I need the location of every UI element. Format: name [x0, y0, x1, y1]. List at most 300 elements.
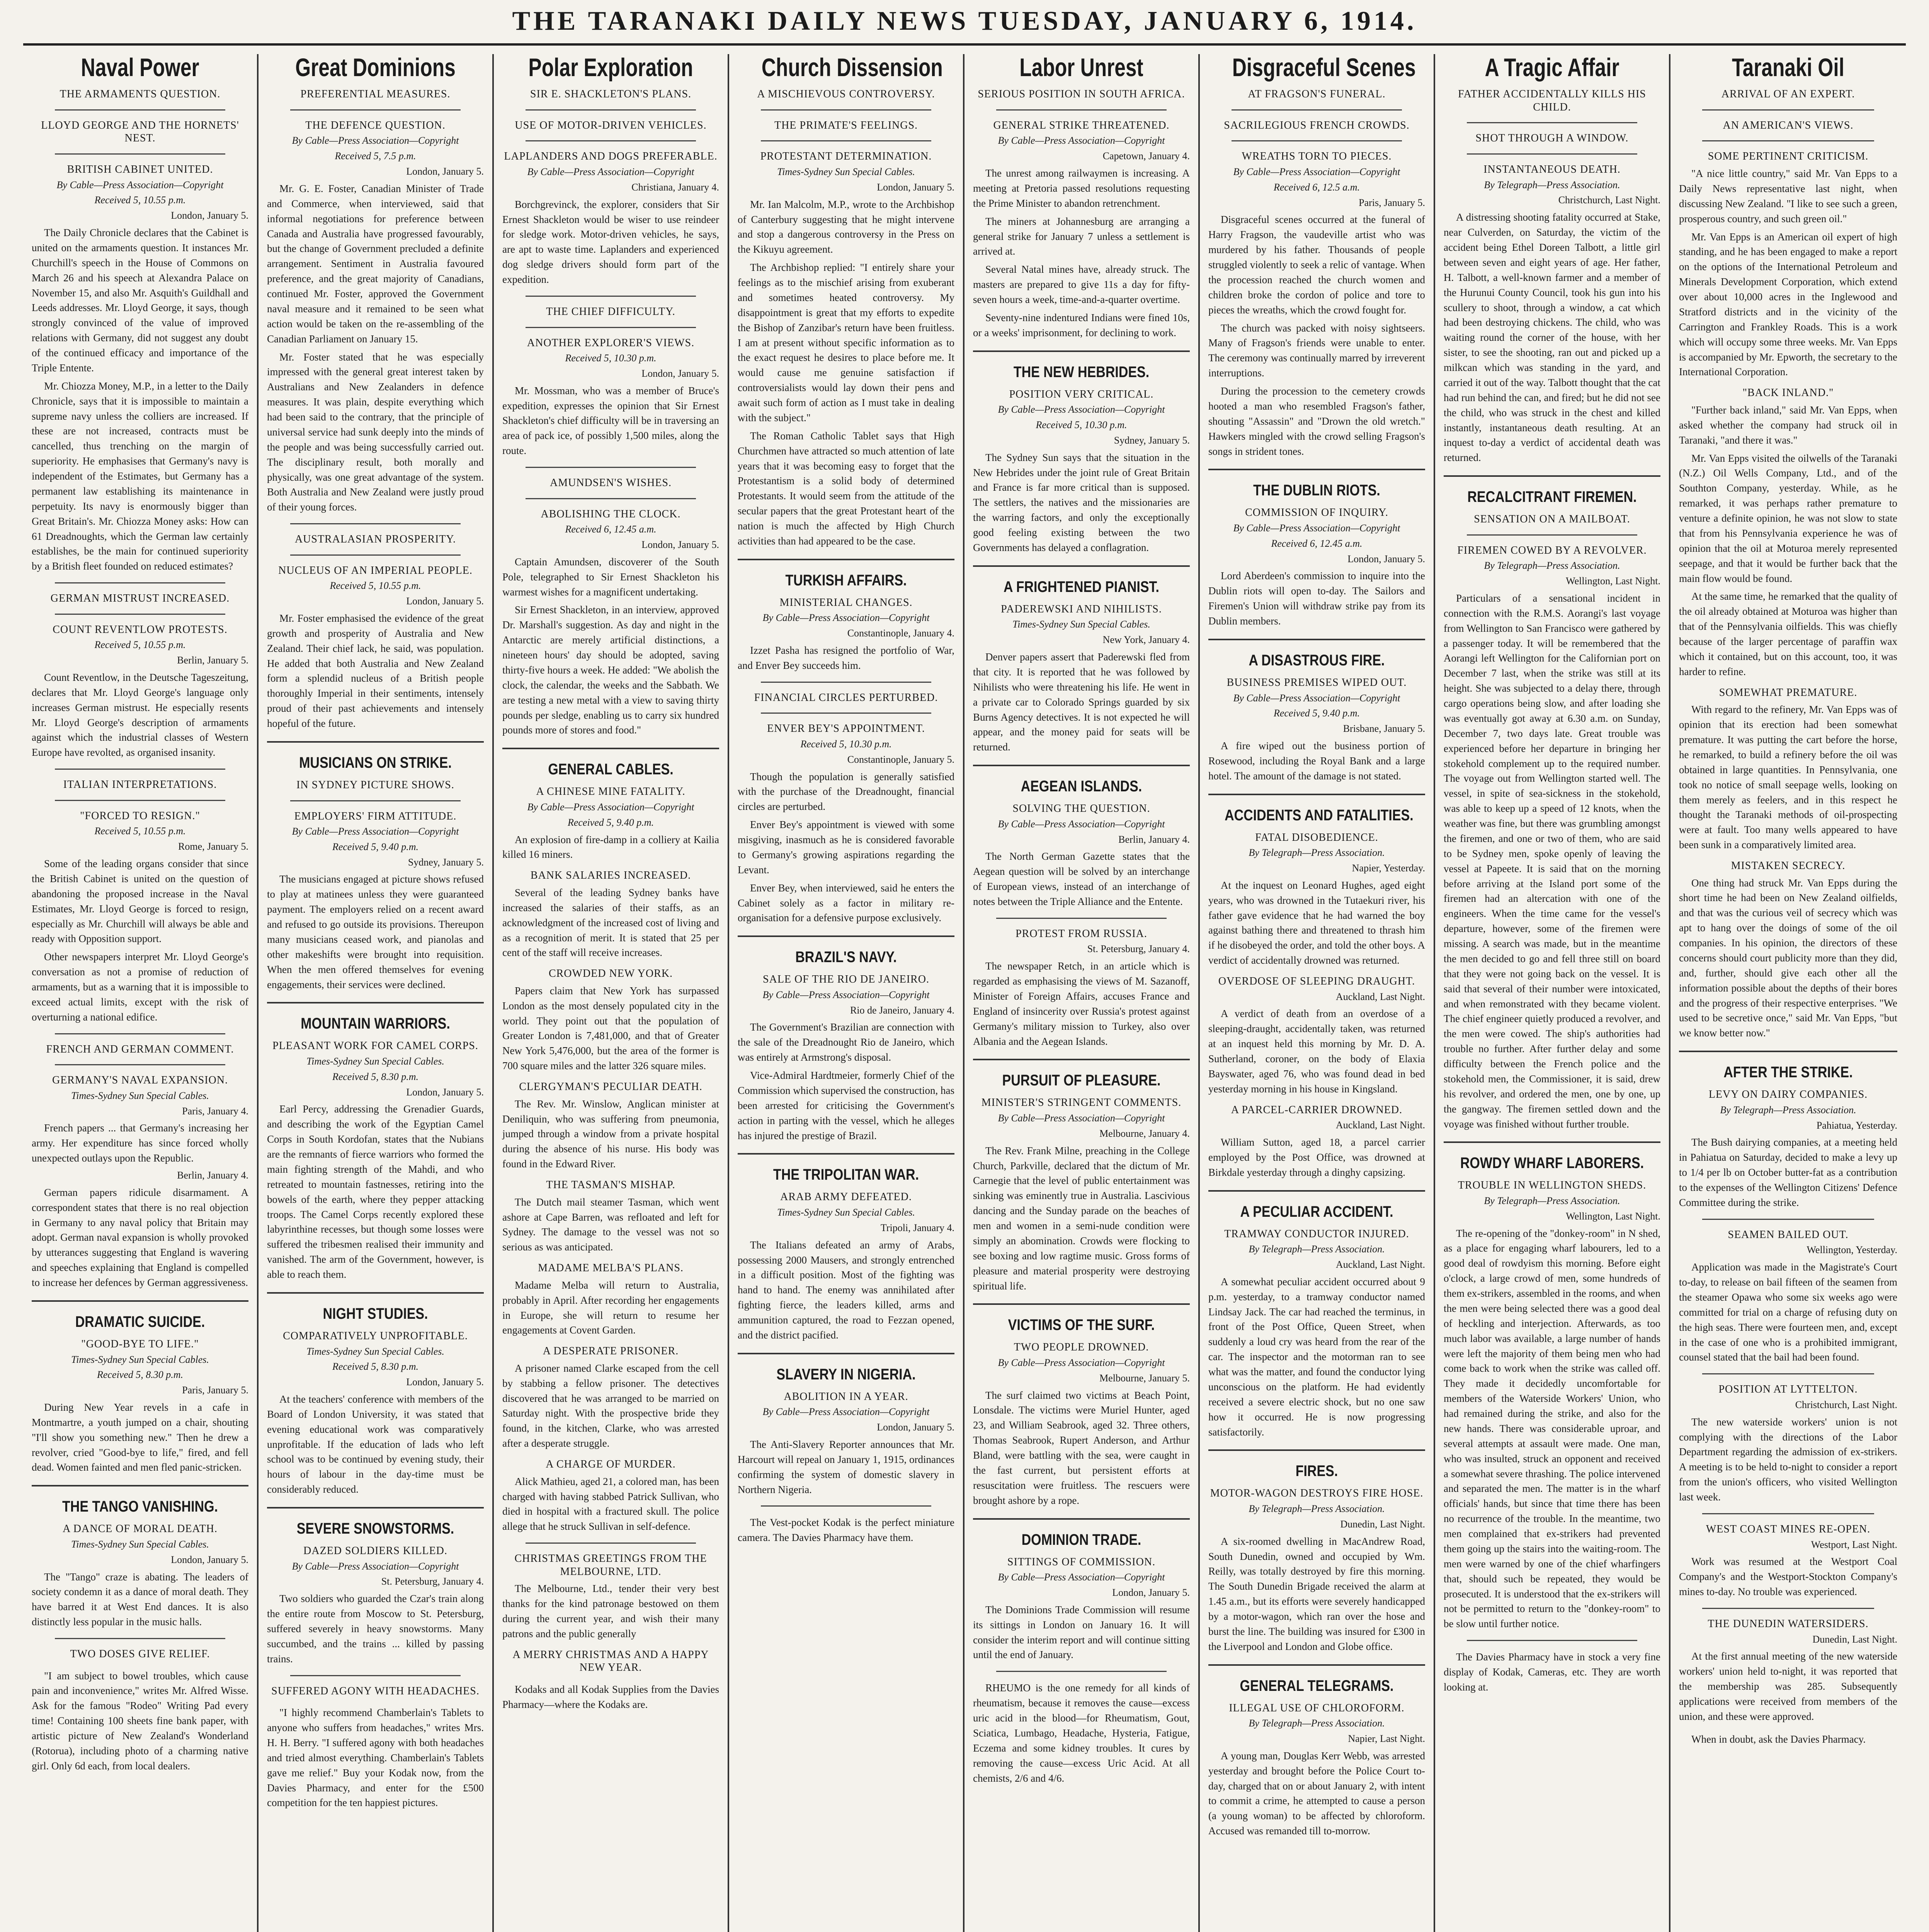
received-time: Received 5, 10.55 p.m.	[94, 639, 186, 651]
dateline: Brisbane, January 5.	[1343, 723, 1425, 735]
advertisement: The Davies Pharmacy have in stock a very fine display of Kodak, Cameras, etc. They are worth looking at.	[1444, 1651, 1660, 1693]
subheading: MADAME MELBA'S PLANS.	[538, 1262, 684, 1274]
article-paragraph: Application was made in the Magistrate's Court to-day, to release on bail fifteen of the seamen from the steamer Opawa who some six weeks ago were committed for trial on a charge of refusing duty on the high seas. There were fourteen men, and, except in the case of one who is a prohibited immigrant, counsel stated that the bail had been found.	[1679, 1261, 1897, 1363]
section-heading: THE DUBLIN RIOTS.	[1253, 482, 1380, 499]
dateline: Christchurch, Last Night.	[1558, 194, 1660, 206]
byline: By Telegraph—Press Association.	[1249, 1243, 1385, 1255]
dateline: London, January 5.	[171, 1554, 248, 1565]
section-heading: TURKISH AFFAIRS.	[785, 571, 907, 589]
subheading: MISTAKEN SECRECY.	[1731, 860, 1846, 872]
dateline: London, January 5.	[641, 539, 719, 551]
subheading: SOLVING THE QUESTION.	[1012, 803, 1150, 815]
article-paragraph: Count Reventlow, in the Deutsche Tageszeitung, declares that Mr. Lloyd George's language only increases German mistrust. He especially resents Mr. Lloyd George's description of armaments against which the industrial classes of Western Europe have revolted, as organised insanity.	[32, 671, 248, 759]
newspaper-title: THE TARANAKI DAILY NEWS TUESDAY, JANUARY 6, 1914.	[512, 6, 1417, 36]
divider	[1702, 1513, 1874, 1514]
received-time: Received 5, 9.40 p.m.	[1273, 707, 1360, 719]
article-paragraph: The unrest among railwaymen is increasing. A meeting at Pretoria passed resolutions requesting the Prime Minister to abandon retrenchment.	[973, 167, 1190, 209]
section-heading: THE TANGO VANISHING.	[62, 1498, 218, 1515]
section-heading: ACCIDENTS AND FATALITIES.	[1225, 806, 1414, 824]
column-taranaki-oil	[1670, 54, 1906, 1932]
advertisement: RHEUMO is the one remedy for all kinds of rheumatism, because it removes the cause—excess uric acid in the blood—for Rheumatism, Gout, Sciatica, Lumbago, Headache, Hysteria, Fatigue, Eczema and some kidney troubles. It cures by removing the cause—excess Uric Acid. At all chemists, 2/6 and 4/6.	[973, 1682, 1190, 1784]
advertisement: Kodaks and all Kodak Supplies from the Davies Pharmacy—where the Kodaks are.	[502, 1684, 719, 1710]
section-heading: VICTIMS OF THE SURF.	[1008, 1316, 1155, 1334]
subheading: MOTOR-WAGON DESTROYS FIRE HOSE.	[1210, 1487, 1424, 1500]
section-heading: NIGHT STUDIES.	[323, 1305, 428, 1322]
article-paragraph: Though the population is generally satisfied with the purchase of the Dreadnought, financial circles are perturbed.	[738, 770, 954, 813]
dateline: London, January 5.	[1112, 1587, 1190, 1598]
dateline: Auckland, Last Night.	[1335, 1119, 1425, 1131]
article-paragraph: The Roman Catholic Tablet says that High Churchmen have attracted so much attention of late years that it was becoming easy to forget that the Protestantism is a solid body of determined Protestants. It would seem from the attitude of the secular papers that the great Protestant heart of the nation is much the affected by High Church activities than had appeared to be the case.	[738, 430, 954, 547]
byline: By Cable—Press Association—Copyright	[1233, 166, 1400, 178]
headline: Church Dissension	[761, 54, 943, 82]
section-heading: A FRIGHTENED PIANIST.	[1003, 578, 1159, 595]
subheading: A CHARGE OF MURDER.	[546, 1458, 676, 1471]
article-paragraph: Madame Melba will return to Australia, probably in April. After recording her engagements in Europe, she will return to resume her engagements at Covent Garden.	[502, 1279, 719, 1336]
column-tragic-affair	[1435, 54, 1670, 1932]
subheading: USE OF MOTOR-DRIVEN VEHICLES.	[515, 119, 707, 131]
subheading: LEVY ON DAIRY COMPANIES.	[1708, 1088, 1868, 1101]
section-heading: A DISASTROUS FIRE.	[1249, 651, 1385, 669]
article-paragraph: A distressing shooting fatality occurred at Stake, near Culverden, on Saturday, the victim of the accident being Ethel Doreen Talbott, a little girl between seven and eight years of age. Her father, H. Talbott, a well-known farmer and a member of the Hurunui County Council, took his gun into his scullery to shoot, through a window, a cat which had been destroying chickens. The child, who was waiting round the corner of the house, with her sister, to see the shooting, ran out and picked up a milkcan which was standing in the yard, and carried it out of the way. Talbott thought that the cat had run behind the can, and fired; but he did not see the child, who was struck in the chest and killed instantly, instantaneous death resulting. At an inquest to-day a verdict of accidental death was returned.	[1444, 211, 1660, 464]
byline: By Telegraph—Press Association.	[1484, 560, 1620, 571]
subheading: A CHINESE MINE FATALITY.	[536, 786, 686, 798]
divider	[1467, 534, 1637, 536]
article-paragraph: The church was packed with noisy sightseers. Many of Fragson's friends were unable to enter. The ceremony was continually marred by irreverent interruptions.	[1208, 322, 1425, 379]
subheading: ANOTHER EXPLORER'S VIEWS.	[527, 337, 695, 349]
section-heading: DOMINION TRADE.	[1021, 1531, 1141, 1548]
article-paragraph: The Melbourne, Ltd., tender their very best thanks for the kind patronage bestowed on them during the current year, and wish their many patrons and the public generally	[502, 1583, 719, 1640]
byline: By Telegraph—Press Association.	[1720, 1104, 1856, 1116]
subheading: FATHER ACCIDENTALLY KILLS HIS CHILD.	[1458, 88, 1646, 113]
divider	[526, 1543, 696, 1544]
divider	[761, 1505, 931, 1507]
divider	[738, 935, 954, 937]
divider	[55, 1638, 225, 1639]
byline: By Cable—Press Association—Copyright	[762, 1406, 930, 1418]
divider	[267, 1292, 484, 1294]
subheading: BRITISH CABINET UNITED.	[67, 163, 213, 176]
dateline: Christchurch, Last Night.	[1795, 1399, 1897, 1410]
byline: By Cable—Press Association—Copyright	[998, 1357, 1165, 1368]
article-paragraph: During the procession to the cemetery crowds hooted a man who resembled Fragson's father, shouting "Assassin" and "Drown the old wretch." Hawkers mingled with the crowd selling Fragson's songs in strident tones.	[1208, 385, 1425, 457]
divider	[290, 554, 461, 556]
subheading: CLERGYMAN'S PECULIAR DEATH.	[519, 1081, 703, 1093]
dateline: Paris, January 4.	[182, 1105, 248, 1117]
byline: Times-Sydney Sun Special Cables.	[1012, 619, 1150, 630]
section-heading: FIRES.	[1295, 1463, 1338, 1480]
subheading: GERMANY'S NAVAL EXPANSION.	[52, 1074, 228, 1087]
divider	[973, 565, 1190, 567]
dateline: Melbourne, January 5.	[1099, 1372, 1190, 1384]
dateline: London, January 5.	[406, 1086, 484, 1098]
divider	[1208, 1664, 1425, 1666]
divider	[526, 327, 696, 328]
article-paragraph: The Bush dairying companies, at a meeting held in Pahiatua on Saturday, decided to make a levy up to 1/4 per lb on October butter-fat as a contribution to the expenses of the Wellington Citizens' Defence Committee during the strike.	[1679, 1136, 1897, 1208]
article-paragraph: Mr. Van Epps visited the oilwells of the Taranaki (N.Z.) Oil Wells Company, Ltd., and of the Southton Company, yesterday. While, as he remarked, it was perhaps rather premature to venture a definite opinion, he was not slow to state that from his Pennsylvania experience he was of opinion that the oil at Moturoa merely represented seepage, and that it would be further back that the main flow would be found.	[1679, 452, 1897, 584]
divider	[502, 748, 719, 749]
subheading: ARAB ARMY DEFEATED.	[780, 1191, 912, 1203]
byline: By Cable—Press Association—Copyright	[292, 826, 459, 837]
section-heading: SLAVERY IN NIGERIA.	[776, 1366, 916, 1383]
article-paragraph: The musicians engaged at picture shows refused to play at matinees unless they were guaranteed payment. The employers relied on a recent award and refused to go outside its provisions. Thereupon many musicians ceased work, and pianolas and other makeshifts were brought into requisition. When the men offered themselves for evening engagements, their services were declined.	[267, 873, 484, 990]
divider	[55, 1033, 225, 1034]
article-paragraph: The Italians defeated an army of Arabs, possessing 2000 Mausers, and strongly entrenched in a difficult position. Most of the fighting was hand to hand. The enemy was annihilated after fighting fierce, the leaders killed, arms and ammunition captured, the road to Fezzan opened, and the district pacified.	[738, 1239, 954, 1341]
byline: Times-Sydney Sun Special Cables.	[71, 1538, 209, 1550]
subheading: ABOLITION IN A YEAR.	[784, 1390, 908, 1403]
section-heading: GENERAL CABLES.	[548, 761, 674, 778]
subheading: CROWDED NEW YORK.	[548, 968, 673, 980]
subheading: "FORCED TO RESIGN."	[80, 810, 200, 822]
received-time: Received 5, 10.30 p.m.	[800, 738, 892, 750]
subheading: DAZED SOLDIERS KILLED.	[303, 1545, 447, 1557]
byline: By Telegraph—Press Association.	[1249, 1503, 1385, 1515]
article-paragraph: The North German Gazette states that the Aegean question will be solved by an interchange of European views, instead of an interchange of notes between the Triple Alliance and the Entente.	[973, 850, 1190, 907]
dateline: Napier, Last Night.	[1348, 1733, 1425, 1745]
divider	[267, 741, 484, 743]
article-paragraph: Enver Bey's appointment is viewed with some misgiving, inasmuch as he is considered favorable to Germany's growing aspirations regarding the Levant.	[738, 819, 954, 876]
received-time: Received 6, 12.45 a.m.	[1271, 537, 1363, 549]
divider	[1702, 1219, 1874, 1220]
byline: By Telegraph—Press Association.	[1484, 179, 1620, 190]
article-paragraph: Seventy-nine indentured Indians were fined 10s, or a weeks' imprisonment, for declining to work.	[973, 311, 1190, 338]
divider	[1467, 122, 1637, 123]
article-paragraph: The Rev. Frank Milne, preaching in the College Church, Parkville, declared that the dictum of Mr. Carnegie that the level of public entertainment was sinking was eminently true in Australia. Lascivious dancing and the Sunday parade on the beaches of men and women in a semi-nude condition were simply an abomination. Crowds were flocking to see boxing and low ragtime music. Gross forms of pleasure and material prosperity were destroying spiritual life.	[973, 1145, 1190, 1292]
subheading: OVERDOSE OF SLEEPING DRAUGHT.	[1218, 975, 1415, 987]
subheading: AT FRAGSON'S FUNERAL.	[1248, 88, 1386, 100]
dateline: London, January 5.	[1347, 553, 1425, 565]
subheading: A DANCE OF MORAL DEATH.	[63, 1523, 218, 1535]
subheading: PLEASANT WORK FOR CAMEL CORPS.	[272, 1040, 478, 1052]
divider	[1444, 1141, 1660, 1143]
article-paragraph: Lord Aberdeen's commission to inquire into the Dublin riots will open to-day. The Sailors and Firemen's Union will withdraw strike pay from its Dublin members.	[1208, 570, 1425, 627]
dateline: Berlin, January 4.	[177, 1170, 248, 1181]
byline: By Telegraph—Press Association.	[1484, 1195, 1620, 1207]
dateline: Westport, Last Night.	[1811, 1539, 1897, 1550]
advertisement: "I am subject to bowel troubles, which cause pain and inconvenience," writes Mr. Alfred Wisse. Ask for the famous "Rodeo" Writing Pad every time! Containing 100 sheets fine bank paper, with artistic picture of New Zealand's Wonderland (Rotorua), including photo of a charming native girl. Only 6d each, from local dealers.	[32, 1670, 248, 1772]
received-time: Received 5, 10.55 p.m.	[94, 194, 186, 206]
headline: Polar Exploration	[528, 54, 693, 82]
subheading: CHRISTMAS GREETINGS FROM THE MELBOURNE, LTD.	[514, 1553, 707, 1578]
subheading: FATAL DISOBEDIENCE.	[1255, 831, 1378, 844]
masthead	[0, 0, 1929, 43]
subheading: AMUNDSEN'S WISHES.	[549, 477, 672, 489]
received-time: Received 5, 8.30 p.m.	[332, 1361, 419, 1372]
received-time: Received 5, 10.55 p.m.	[330, 580, 421, 592]
dateline: London, January 5.	[877, 1422, 954, 1433]
byline: By Cable—Press Association—Copyright	[527, 801, 694, 813]
received-time: Received 6, 12.45 a.m.	[565, 524, 657, 535]
section-heading: MUSICIANS ON STRIKE.	[299, 754, 452, 771]
byline: By Telegraph—Press Association.	[1249, 847, 1385, 859]
headline: Disgraceful Scenes	[1232, 54, 1416, 82]
byline: By Cable—Press Association—Copyright	[998, 1112, 1165, 1124]
dateline: Rio de Janeiro, January 4.	[850, 1004, 954, 1016]
subheading: LAPLANDERS AND DOGS PREFERABLE.	[504, 150, 718, 163]
divider	[1208, 1449, 1425, 1451]
divider	[973, 1518, 1190, 1520]
divider	[996, 1671, 1167, 1672]
subheading: SALE OF THE RIO DE JANEIRO.	[763, 973, 929, 986]
received-time: Received 5, 10.30 p.m.	[565, 352, 657, 364]
dateline: Melbourne, January 4.	[1099, 1128, 1190, 1139]
byline: Times-Sydney Sun Special Cables.	[777, 166, 915, 178]
divider	[267, 1507, 484, 1509]
subheading: AUSTRALASIAN PROSPERITY.	[294, 533, 456, 546]
headline: Naval Power	[81, 54, 199, 82]
byline: By Cable—Press Association—Copyright	[998, 404, 1165, 415]
article-paragraph: The Archbishop replied: "I entirely share your feelings as to the mischief arising from exuberant and sometimes heated controversy. My disappointment is great that my efforts to expedite the Bishop of Zanzibar's return have been fruitless. I am at present without specific information as to the exact request he desires to place before me. It would cause me genuine satisfaction if controversialists would lay down their pens and await such form of action as I must take in dealing with the subject."	[738, 262, 954, 423]
divider	[1208, 1190, 1425, 1192]
divider	[1702, 109, 1874, 111]
subheading: SITTINGS OF COMMISSION.	[1007, 1556, 1156, 1568]
section-heading: AEGEAN ISLANDS.	[1021, 778, 1142, 795]
article-paragraph: At the teachers' conference with members of the Board of London University, it was stated that evening educational work was comparatively unprofitable. If the education of lads who left school was to be continued by evening study, their hours of labour in the day-time must be considerably reduced.	[267, 1393, 484, 1495]
dateline: Dunedin, Last Night.	[1812, 1633, 1897, 1645]
article-paragraph: One thing had struck Mr. Van Epps during the short time he had been on New Zealand oilfields, and that was the curious veil of secrecy which was apt to hang over the doings of some of the oil companies. In his opinion, the directors of these concerns should court publicity more than they did, and, further, should give each other all the information possible about the depths of their bores and the progress of their respective enterprises. "We used to be secretive once," said Mr. Van Epps, "but we know better now."	[1679, 877, 1897, 1039]
article-paragraph: Mr. Van Epps is an American oil expert of high standing, and he has been engaged to make a report on the options of the International Petroleum and Minerals Development Corporation, which extend over about 10,000 acres in the Inglewood and Stratford districts and in the vicinity of the Carrington and Frankley Roads. This is a work which will occupy some three weeks. Mr. Van Epps is accompanied by Mr. Epworth, the secretary to the International Corporation.	[1679, 231, 1897, 378]
article-paragraph: German papers ridicule disarmament. A correspondent states that there is no real objection in Germany to any naval policy that Britain may adopt. German naval expansion is wholly provoked by utterances suggesting that England is wavering and speeches explaining that England is compelled to increase her defences by German aggressiveness.	[32, 1186, 248, 1289]
article-paragraph: Borchgrevinck, the explorer, considers that Sir Ernest Shackleton would be wiser to use reindeer for sledge work. Motor-driven vehicles, he says, are apt to waste time. Laplanders and experienced dog sledge drivers should form part of the expedition.	[502, 198, 719, 286]
article-paragraph: "A nice little country," said Mr. Van Epps to a Daily News representative last night, when discussing New Zealand. "I like to see such a green, prosperous country, and such green oil."	[1679, 168, 1897, 224]
divider	[738, 559, 954, 560]
article-paragraph: The Dutch mail steamer Tasman, which went ashore at Cape Barren, was refloated and left for Sydney. The damage to the vessel was not so serious as was anticipated.	[502, 1196, 719, 1253]
divider	[1702, 1608, 1874, 1609]
byline: Times-Sydney Sun Special Cables.	[777, 1207, 915, 1218]
dateline: Rome, January 5.	[178, 841, 248, 852]
subheading: WREATHS TORN TO PIECES.	[1242, 150, 1392, 163]
article-paragraph: A six-roomed dwelling in MacAndrew Road, South Dunedin, owned and occupied by Wm. Reilly, was totally destroyed by fire this morning. The South Dunedin Brigade received the alarm at 1.45 a.m., but its efforts were severely handicapped by a motor-wagon, which ran over the hose and burst the line. The building was insured for £300 in the Liverpool and London and Globe office.	[1208, 1535, 1425, 1652]
dateline: London, January 5.	[406, 166, 484, 177]
article-paragraph: Alick Mathieu, aged 21, a colored man, has been charged with having stabbed Patrick Sullivan, who died in hospital with a fractured skull. The police allege that he struck Sullivan in self-defence.	[502, 1475, 719, 1532]
article-paragraph: The Rev. Mr. Winslow, Anglican minister at Deniliquin, who was suffering from pneumonia, jumped through a window from a private hospital during the absence of his nurse. His body was found in the Edward River.	[502, 1098, 719, 1170]
headline: Labor Unrest	[1019, 54, 1143, 82]
divider	[973, 1059, 1190, 1060]
column-disgraceful-scenes	[1200, 54, 1435, 1932]
subheading: A PARCEL-CARRIER DROWNED.	[1231, 1104, 1403, 1116]
article-paragraph: French papers ... that Germany's increasing her army. Her expenditure has since forced wholly unexpected outlays upon the Republic.	[32, 1122, 248, 1164]
advertisement: The Vest-pocket Kodak is the perfect miniature camera. The Davies Pharmacy have them.	[738, 1517, 954, 1544]
advertisement: "I highly recommend Chamberlain's Tablets to anyone who suffers from headaches," writes Mrs. H. H. Berry. "I suffered agony with both headaches and tried almost everything. Chamberlain's Tablets gave me relief." Buy your Kodak now, from the Davies Pharmacy, and enter for the £500 competition for the ten happiest pictures.	[267, 1707, 484, 1809]
section-heading: PURSUIT OF PLEASURE.	[1002, 1072, 1161, 1089]
article-paragraph: A verdict of death from an overdose of a sleeping-draught, accidentally taken, was returned at an inquest held this morning by Mr. D. A. Sutherland, coroner, on the body of Elaxia Bayswater, aged 76, who was found dead in bed yesterday morning in his house in Kingsland.	[1208, 1008, 1425, 1095]
column-naval-power	[23, 54, 259, 1932]
article-paragraph: Several Natal mines have, already struck. The masters are prepared to give 11s a day for fifty-seven hours a week, time-and-a-quarter overtime.	[973, 264, 1190, 306]
headline: A Tragic Affair	[1485, 54, 1619, 82]
article-paragraph: Papers claim that New York has surpassed London as the most densely populated city in the world. They point out that the population of Greater London is 7,481,000, and that of Greater New York 5,476,000, but the area of the former is 700 square miles and the latter 326 square miles.	[502, 985, 719, 1072]
divider	[290, 1675, 461, 1676]
article-paragraph: Particulars of a sensational incident in connection with the R.M.S. Aorangi's last voyage from Wellington to San Francisco were gathered by a passenger today. It will be remembered that the Aorangi left Wellington for the Californian port on December 7 last, when the strike was still at its height. She was subjected to a delay there, through cargo operations being slow, and after loading she was eventually got away at 6.30 a.m. on Sunday, December 7, two days late. Great trouble was experienced before her departure in bringing her stokehold complement up to the required number. The voyage out from Wellington started well. The vessel, in spite of sea-sickness in the stokehold, was able to keep up a speed of 12 knots, when the weather was fine, but there was grumbling amongst the firemen, and one or two of them, who are said to be Sydney men, spoke openly of leaving the vessel at Papeete. It is said that on the morning before arriving at the Island port some of the firemen had an altercation with one of the engineers. When the time came for the vessel's departure, however, some of the firemen were missing. A search was made, but in the meantime the men decided to go and fell three still on board that they were not going back on the vessel. It is said that several of their number were intoxicated, and when remonstrated with they became violent. The chief engineer quietly produced a revolver, and the men were cowed. The ship's authorities had trouble no further. After further delay and some difficulty between the French police and the stokehold men, the Commissioner, it is said, drew his revolver, and ordered the men, one by one, up the gangway. The firemen settled down and the voyage was finished without further trouble.	[1444, 592, 1660, 1130]
article-paragraph: During New Year revels in a cafe in Montmartre, a youth jumped on a chair, shouting "I'll show you something new." Then he drew a revolver, cried "Good-bye to life," fired, and fell dead. Women fainted and men fled panic-stricken.	[32, 1401, 248, 1473]
subheading: TRAMWAY CONDUCTOR INJURED.	[1224, 1228, 1409, 1240]
section-heading: THE NEW HEBRIDES.	[1013, 363, 1150, 381]
article-paragraph: Two soldiers who guarded the Czar's train along the entire route from Moscow to St. Petersburg, suffered severely in heavy snowstorms. Many succumbed, and the trains ... killed by passing trains.	[267, 1593, 484, 1665]
subheading: COMMISSION OF INQUIRY.	[1245, 507, 1388, 519]
byline: By Cable—Press Association—Copyright	[1233, 692, 1400, 704]
article-paragraph: The Daily Chronicle declares that the Cabinet is united on the armaments question. It instances Mr. Churchill's speech in the House of Commons on March 26 and his speech at Alexandra Palace on November 15, and also Mr. Asquith's Guildhall and Leeds addresses. Mr. Lloyd George, it says, though strongly convinced of the value of improved relations with Germany, did not suggest any doubt of the continued efficacy and importance of the Triple Entente.	[32, 227, 248, 374]
section-heading: BRAZIL'S NAVY.	[795, 949, 897, 966]
byline: By Cable—Press Association—Copyright	[1233, 522, 1400, 534]
column-church-dissension	[729, 54, 964, 1932]
subheading: THE PRIMATE'S FEELINGS.	[774, 119, 918, 131]
article-paragraph: Mr. Ian Malcolm, M.P., wrote to the Archbishop of Canterbury suggesting that he might intervene and stop a dangerous controversy in the Press on the Kikuyu agreement.	[738, 198, 954, 255]
divider	[55, 800, 225, 801]
subheading: IN SYDNEY PICTURE SHOWS.	[296, 779, 454, 791]
article-paragraph: The "Tango" craze is abating. The leaders of society condemn it as a dance of moral death. They have barred it at West End dances. It is also distinctly less popular in the music halls.	[32, 1571, 248, 1628]
dateline: St. Petersburg, January 4.	[1087, 943, 1190, 955]
dateline: London, January 5.	[406, 1376, 484, 1388]
subheading: PREFERENTIAL MEASURES.	[300, 88, 451, 100]
subheading: THE CHIEF DIFFICULTY.	[546, 305, 675, 318]
subheading: SACRILEGIOUS FRENCH CROWDS.	[1224, 119, 1410, 131]
divider	[55, 109, 225, 111]
byline: By Cable—Press Association—Copyright	[998, 135, 1165, 146]
subheading: GERMAN MISTRUST INCREASED.	[50, 592, 230, 605]
byline: By Cable—Press Association—Copyright	[56, 179, 224, 190]
byline: By Cable—Press Association—Copyright	[998, 818, 1165, 830]
article-paragraph: Izzet Pasha has resigned the portfolio of War, and Enver Bey succeeds him.	[738, 644, 954, 671]
article-paragraph: A somewhat peculiar accident occurred about 9 p.m. yesterday, to a tramway conductor named Lindsay Jack. The car had reached the terminus, in front of the Post Office, Queen Street, when suddenly a loud cry was heard from the rear of the car. The inspector and the motorman ran to see what was the matter, and found the conductor lying unconscious on the platform. He had evidently received a severe electric shock, but no one saw how it occurred. He is now progressing satisfactorily.	[1208, 1276, 1425, 1438]
subheading: A MERRY CHRISTMAS AND A HAPPY NEW YEAR.	[512, 1648, 709, 1674]
subheading: FRENCH AND GERMAN COMMENT.	[46, 1043, 234, 1055]
subheading: A DESPERATE PRISONER.	[543, 1345, 679, 1357]
divider	[1467, 1640, 1637, 1641]
received-time: Received 5, 10.55 p.m.	[94, 825, 186, 837]
article-paragraph: The Anti-Slavery Reporter announces that Mr. Harcourt will repeal on January 1, 1915, ordinances confirming the system of domestic slavery in Northern Nigeria.	[738, 1438, 954, 1495]
dateline: London, January 5.	[406, 595, 484, 607]
column-great-dominions	[259, 54, 494, 1932]
divider	[738, 1353, 954, 1354]
subheading: SERIOUS POSITION IN SOUTH AFRICA.	[978, 88, 1185, 100]
article-paragraph: A fire wiped out the business portion of Rosewood, including the Royal Bank and a large hotel. The amount of the damage is not stated.	[1208, 740, 1425, 782]
byline: Times-Sydney Sun Special Cables.	[306, 1056, 444, 1067]
dateline: Christiana, January 4.	[631, 181, 719, 193]
divider	[761, 140, 931, 141]
divider	[1208, 794, 1425, 795]
subheading: MINISTER'S STRINGENT COMMENTS.	[981, 1097, 1182, 1109]
received-time: Received 5, 7.5 p.m.	[335, 150, 416, 162]
divider	[32, 1485, 248, 1486]
subheading: THE DUNEDIN WATERSIDERS.	[1708, 1617, 1869, 1630]
subheading: WEST COAST MINES RE-OPEN.	[1706, 1523, 1871, 1535]
subheading: ABOLISHING THE CLOCK.	[541, 508, 681, 520]
divider	[761, 682, 931, 683]
subheading: MINISTERIAL CHANGES.	[779, 596, 913, 609]
subheading: BANK SALARIES INCREASED.	[530, 869, 691, 882]
subheading: SOME PERTINENT CRITICISM.	[1708, 150, 1869, 163]
dateline: Paris, January 5.	[1359, 197, 1425, 208]
masthead-rule	[23, 43, 1906, 46]
subheading: NUCLEUS OF AN IMPERIAL PEOPLE.	[278, 564, 473, 577]
section-heading: AFTER THE STRIKE.	[1723, 1064, 1853, 1081]
byline: By Telegraph—Press Association.	[1249, 1718, 1385, 1729]
article-paragraph: A young man, Douglas Kerr Webb, was arrested yesterday and brought before the Police Court to-day, charged that on or about January 2, with intent to commit a crime, he attempted to cause a person (a young woman) to be affected by chloroform. Accused was remanded till to-morrow.	[1208, 1750, 1425, 1837]
divider	[267, 1002, 484, 1003]
byline: By Cable—Press Association—Copyright	[527, 166, 694, 178]
article-paragraph: The newspaper Retch, in an article which is regarded as emphasising the views of M. Sazanoff, Minister of Foreign Affairs, accuses France and England of insincerity over Russia's protest against Germany's military mission to Turkey, also over Albania and the Aegean Islands.	[973, 960, 1190, 1047]
section-heading: DRAMATIC SUICIDE.	[75, 1313, 205, 1330]
article-paragraph: Some of the leading organs consider that since the British Cabinet is united on the question of abandoning the proposed increase in the Naval Estimates, Mr. Lloyd George is forced to resign, especially as Mr. Churchill will always be able and ready with Opposition support.	[32, 858, 248, 945]
headline: Great Dominions	[295, 54, 456, 82]
news-columns	[23, 54, 1906, 1932]
article-paragraph: The re-opening of the "donkey-room" in N shed, as a place for engaging wharf labourers, led to a good deal of rowdyism this morning. Before eight o'clock, a large crowd of men, some hundreds of them ex-strikers, assembled in the rooms, and when the men were being selected there was a good deal of heckling and interjection. Afterwards, as too much labor was available, a large number of hands were left the majority of them being men who had come back to work when the strike was called off. They made it decidedly uncomfortable for members of the Waterside Workers' Union, who had remained during the strike, and also for the new hands. There was considerable uproar, and several attempts at assault were made. One man, who was insulted, struck an opponent and received a somewhat severe thrashing. The police intervened and separated the men. The matter is in the wharf officials' hands, but since that time there has been no recurrence of the trouble. In the meantime, two men complained that ex-strikers had prevented them going up the stairs into the waiting-room. The men were warned by one of the chief wharfingers that, should such be repeated, they would be prosecuted. It is understood that the ex-strikers will not be permitted to return to the "donkey-room" to be slow until further notice.	[1444, 1227, 1660, 1630]
headline: Taranaki Oil	[1732, 54, 1844, 82]
section-heading: THE TRIPOLITAN WAR.	[773, 1166, 919, 1184]
byline: Times-Sydney Sun Special Cables.	[71, 1090, 209, 1101]
divider	[1679, 1051, 1897, 1052]
divider	[526, 140, 696, 141]
subheading: ITALIAN INTERPRETATIONS.	[63, 779, 217, 791]
divider	[526, 467, 696, 468]
subheading: LLOYD GEORGE AND THE HORNETS' NEST.	[41, 119, 239, 145]
divider	[526, 498, 696, 499]
subheading: "BACK INLAND."	[1742, 387, 1834, 399]
dateline: Wellington, Last Night.	[1566, 575, 1660, 587]
advertisement-heading: TWO DOSES GIVE RELIEF.	[70, 1648, 210, 1660]
divider	[973, 765, 1190, 766]
subheading: ENVER BEY'S APPOINTMENT.	[767, 723, 925, 735]
article-paragraph: At the same time, he remarked that the quality of the oil already obtained at Moturoa was higher than that of the Pennsylvania oilfields. This was chiefly because of the larger percentage of paraffin wax which it contained, but on this account, too, it was harder to refine.	[1679, 590, 1897, 677]
subheading: GENERAL STRIKE THREATENED.	[993, 119, 1170, 131]
dateline: New York, January 4.	[1102, 634, 1190, 646]
subheading: SIR E. SHACKLETON'S PLANS.	[530, 88, 692, 100]
subheading: SHOT THROUGH A WINDOW.	[1475, 132, 1629, 145]
advertisement: When in doubt, ask the Davies Pharmacy.	[1691, 1733, 1866, 1745]
subheading: EMPLOYERS' FIRM ATTITUDE.	[294, 810, 457, 822]
divider	[1232, 140, 1402, 141]
article-paragraph: William Sutton, aged 18, a parcel carrier employed by the Post Office, was drowned at Birkdale yesterday through a dinghy capsizing.	[1208, 1136, 1425, 1178]
dateline: Tripoli, January 4.	[880, 1222, 954, 1233]
article-paragraph: Denver papers assert that Paderewski fled from that city. It is reported that he was followed by Nihilists who were threatening his life. He went in a private car to Colorado Springs guarded by six Burns Agency detectives. It is not expected he will appear, and the money paid for seats will be returned.	[973, 651, 1190, 753]
dateline: Wellington, Last Night.	[1566, 1210, 1660, 1222]
divider	[761, 713, 931, 714]
subheading: "GOOD-BYE TO LIFE."	[81, 1338, 199, 1350]
dateline: Dunedin, Last Night.	[1340, 1518, 1425, 1530]
divider	[55, 153, 225, 155]
subheading: COUNT REVENTLOW PROTESTS.	[53, 623, 228, 636]
dateline: St. Petersburg, January 4.	[381, 1576, 484, 1587]
article-paragraph: Enver Bey, when interviewed, said he enters the Cabinet solely as a factor in military re-organisation for a defensive purpose exclusively.	[738, 882, 954, 924]
subheading: TWO PEOPLE DROWNED.	[1014, 1341, 1149, 1354]
article-paragraph: "Further back inland," said Mr. Van Epps, when asked whether the company had struck oil in Taranaki, "and there it was."	[1679, 404, 1897, 446]
divider	[738, 1153, 954, 1155]
subheading: SEAMEN BAILED OUT.	[1728, 1228, 1849, 1241]
section-heading: MOUNTAIN WARRIORS.	[301, 1015, 450, 1032]
divider	[290, 800, 461, 801]
article-paragraph: Several of the leading Sydney banks have increased the salaries of their staffs, as an acknowledgment of the increased cost of living and as a recognition of merit. It is stated that 25 per cent of the staff will receive increases.	[502, 886, 719, 959]
article-paragraph: The Government's Brazilian are connection with the sale of the Dreadnought Rio de Janeiro, which was entirely at Armstrong's disposal.	[738, 1021, 954, 1063]
byline: By Cable—Press Association—Copyright	[292, 1560, 459, 1572]
divider	[526, 296, 696, 297]
subheading: THE DEFENCE QUESTION.	[305, 119, 446, 131]
dateline: Constantinople, January 4.	[847, 628, 954, 639]
article-paragraph: With regard to the refinery, Mr. Van Epps was of opinion that its erection had been somewhat premature. It was putting the cart before the horse, he remarked, to build a refinery before the oil was obtained in large quantities. In Pennsylvania, one took no notice of small seepage wells, looking on them merely as feelers, and in this respect he thought the Taranaki methods of oil-prospecting were at fault. Too many wells appeared to have been sunk in a comparatively limited area.	[1679, 704, 1897, 851]
subheading: POSITION VERY CRITICAL.	[1009, 388, 1154, 400]
article-paragraph: The Sydney Sun says that the situation in the New Hebrides under the joint rule of Great Britain and France is far more critical than is supposed. The settlers, the natives and the missionaries are the warring factors, and only the exceptionally good feeling existing between the two Governments has delayed a conflagration.	[973, 451, 1190, 553]
article-paragraph: Mr. Chiozza Money, M.P., in a letter to the Daily Chronicle, says that it is impossible to maintain a supreme navy unless the colliers are increased. If these are not increased, contracts must be cancelled, thus trenching on the margin of superiority. He emphasises that Germany's navy is independent of the Estimates, but Germany has a permanent law establishing its maintenance in perpetuity. Its navy is enormously bigger than Great Britain's. Mr. Chiozza Money asks: How can 61 Dreadnoughts, which the German law certainly establishes, be the main for continued superiority by a British fleet founded on reduced estimates?	[32, 380, 248, 572]
subheading: COMPARATIVELY UNPROFITABLE.	[283, 1330, 468, 1342]
article-paragraph: Mr. Foster stated that he was especially impressed with the general great interest taken by Australians and New Zealanders in defence measures. It was plain, despite everything which had been said to the contrary, that the principle of universal service had sunk deeply into the minds of the people and was being successfully carried out. The disciplinary result, both morally and physically, was one great advantage of the system. Both Australia and New Zealand were justly proud of their young forces.	[267, 351, 484, 513]
divider	[761, 109, 931, 111]
byline: By Cable—Press Association—Copyright	[762, 612, 930, 624]
subheading: BUSINESS PREMISES WIPED OUT.	[1226, 676, 1407, 689]
divider	[1467, 153, 1637, 155]
divider	[1208, 639, 1425, 640]
byline: By Cable—Press Association—Copyright	[998, 1571, 1165, 1583]
byline: Times-Sydney Sun Special Cables.	[71, 1354, 209, 1365]
article-paragraph: Disgraceful scenes occurred at the funeral of Harry Fragson, the vaudeville artist who was murdered by his father. Thousands of people struggled violently to seek a relic of vantage. When the procession reached the church women and children broke the cordon of police and tore to pieces the wreaths, which the crowd fought for.	[1208, 214, 1425, 316]
dateline: Paris, January 5.	[182, 1384, 248, 1396]
section-heading: SEVERE SNOWSTORMS.	[296, 1520, 454, 1537]
